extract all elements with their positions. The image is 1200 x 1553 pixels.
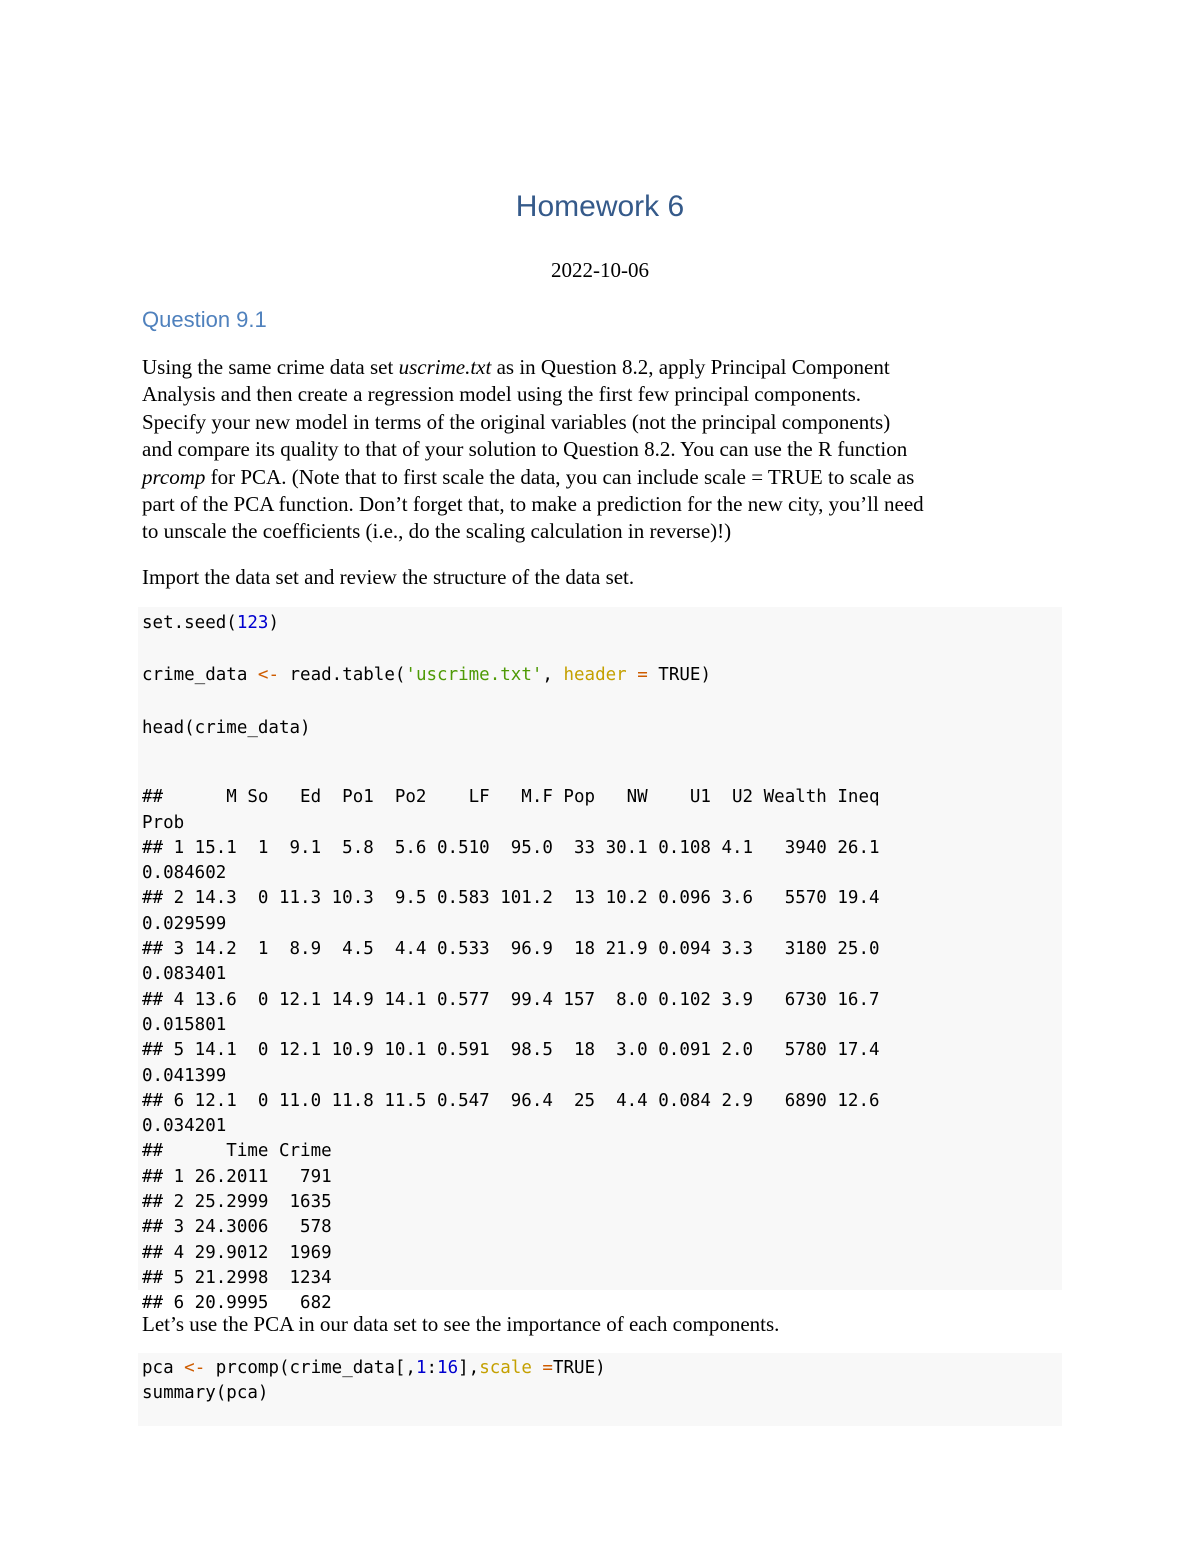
code-number: 1	[415, 1358, 427, 1378]
question-line: and compare its quality to that of your solution to Question 8.2. You can use the R function	[142, 437, 908, 462]
output-line: 0.083401	[142, 964, 227, 985]
code-operator: =	[531, 1358, 553, 1378]
code-token: )	[268, 613, 279, 633]
code-token: ],	[458, 1358, 480, 1378]
output-line: ## 4 29.9012 1969	[142, 1242, 332, 1263]
filename-italic: uscrime.txt	[398, 355, 492, 379]
code-output	[142, 760, 880, 1317]
code-line-read	[142, 663, 711, 688]
text-run: Using the same crime data set	[142, 355, 399, 379]
code-operator: <-	[184, 1358, 206, 1378]
output-line: ## 5 14.1 0 12.1 10.9 10.1 0.591 98.5 18 3.0 0.091 2.0 5780 17.4	[142, 1040, 880, 1061]
question-line: part of the PCA function. Don’t forget that, to make a prediction for the new city, you’ll need	[142, 492, 924, 517]
code-token: :	[426, 1358, 438, 1378]
output-line: 0.015801	[142, 1014, 227, 1035]
code-argument: header	[563, 665, 627, 685]
code-string: 'uscrime.txt'	[405, 665, 543, 685]
import-instruction	[142, 564, 1062, 591]
question-line: to unscale the coefficients (i.e., do the scaling calculation in reverse)!)	[142, 519, 732, 544]
text-run: for PCA. (Note that to first scale the data, you can include scale = TRUE to scale as	[205, 464, 915, 489]
output-line: ## 1 26.2011 791	[142, 1166, 332, 1187]
question-line: Specify your new model in terms of the original variables (not the principal components)	[142, 409, 891, 434]
question-line	[142, 464, 1062, 491]
code-token: ,	[542, 665, 564, 685]
output-line: ## 2 25.2999 1635	[142, 1192, 332, 1213]
output-line: Prob	[142, 812, 185, 833]
function-italic: prcomp	[142, 464, 206, 489]
text-run: as in Question 8.2, apply Principal Component	[491, 355, 890, 379]
output-line: ## 2 14.3 0 11.3 10.3 9.5 0.583 101.2 13 10.2 0.096 3.6 5570 19.4	[142, 888, 880, 909]
code-token: pca	[142, 1358, 185, 1378]
question-text	[142, 354, 1062, 546]
code-number: 16	[437, 1358, 459, 1378]
output-line: ## 5 21.2998 1234	[142, 1267, 332, 1288]
question-line: Analysis and then create a regression model using the first few principal components.	[142, 382, 862, 407]
code-line-seed	[142, 611, 279, 636]
output-line: 0.029599	[142, 913, 227, 934]
document-title: Homework 6	[515, 190, 685, 223]
code-argument: scale	[479, 1358, 532, 1378]
output-line: ## Time Crime	[142, 1141, 332, 1162]
code-token: prcomp(crime_data[,	[205, 1358, 416, 1378]
code-number: 123	[236, 613, 269, 633]
output-line: ## 3 14.2 1 8.9 4.5 4.4 0.533 96.9 18 21.9 0.094 3.3 3180 25.0	[142, 939, 880, 960]
code-token: TRUE)	[658, 665, 711, 685]
output-line: ## 4 13.6 0 12.1 14.9 14.1 0.577 99.4 157 8.0 0.102 3.9 6730 16.7	[142, 989, 880, 1010]
output-line: ## 3 24.3006 578	[142, 1217, 332, 1238]
output-line: ## 6 12.1 0 11.0 11.8 11.5 0.547 96.4 25 4.4 0.084 2.9 6890 12.6	[142, 1090, 880, 1111]
import-text: Import the data set and review the structure of the data set.	[142, 565, 635, 589]
code-block-pca	[142, 1356, 606, 1407]
code-token: TRUE)	[552, 1358, 606, 1378]
output-line: ## M So Ed Po1 Po2 LF M.F Pop NW U1 U2 Wealth Ineq	[142, 787, 880, 808]
output-line: ## 6 20.9995 682	[142, 1293, 332, 1314]
output-line: 0.041399	[142, 1065, 227, 1086]
output-line: ## 1 15.1 1 9.1 5.8 5.6 0.510 95.0 33 30.1 0.108 4.1 3940 26.1	[142, 837, 880, 858]
code-line-prcomp	[142, 1356, 606, 1381]
document-date: 2022-10-06	[551, 258, 649, 282]
pca-text: Let’s use the PCA in our data set to see the importance of each components.	[142, 1312, 780, 1336]
code-operator: <-	[257, 665, 279, 685]
code-token: read.table(	[278, 665, 406, 685]
code-token: set.seed(	[142, 613, 237, 633]
code-line-summary: summary(pca)	[142, 1383, 269, 1404]
question-heading: Question 9.1	[142, 307, 267, 332]
code-line-head: head(crime_data)	[142, 718, 311, 738]
code-token: crime_data	[142, 665, 258, 685]
pca-instruction	[142, 1311, 1062, 1338]
output-line: 0.034201	[142, 1116, 227, 1137]
question-line	[142, 354, 1062, 381]
output-line: 0.084602	[142, 863, 227, 884]
code-operator: =	[626, 665, 659, 685]
